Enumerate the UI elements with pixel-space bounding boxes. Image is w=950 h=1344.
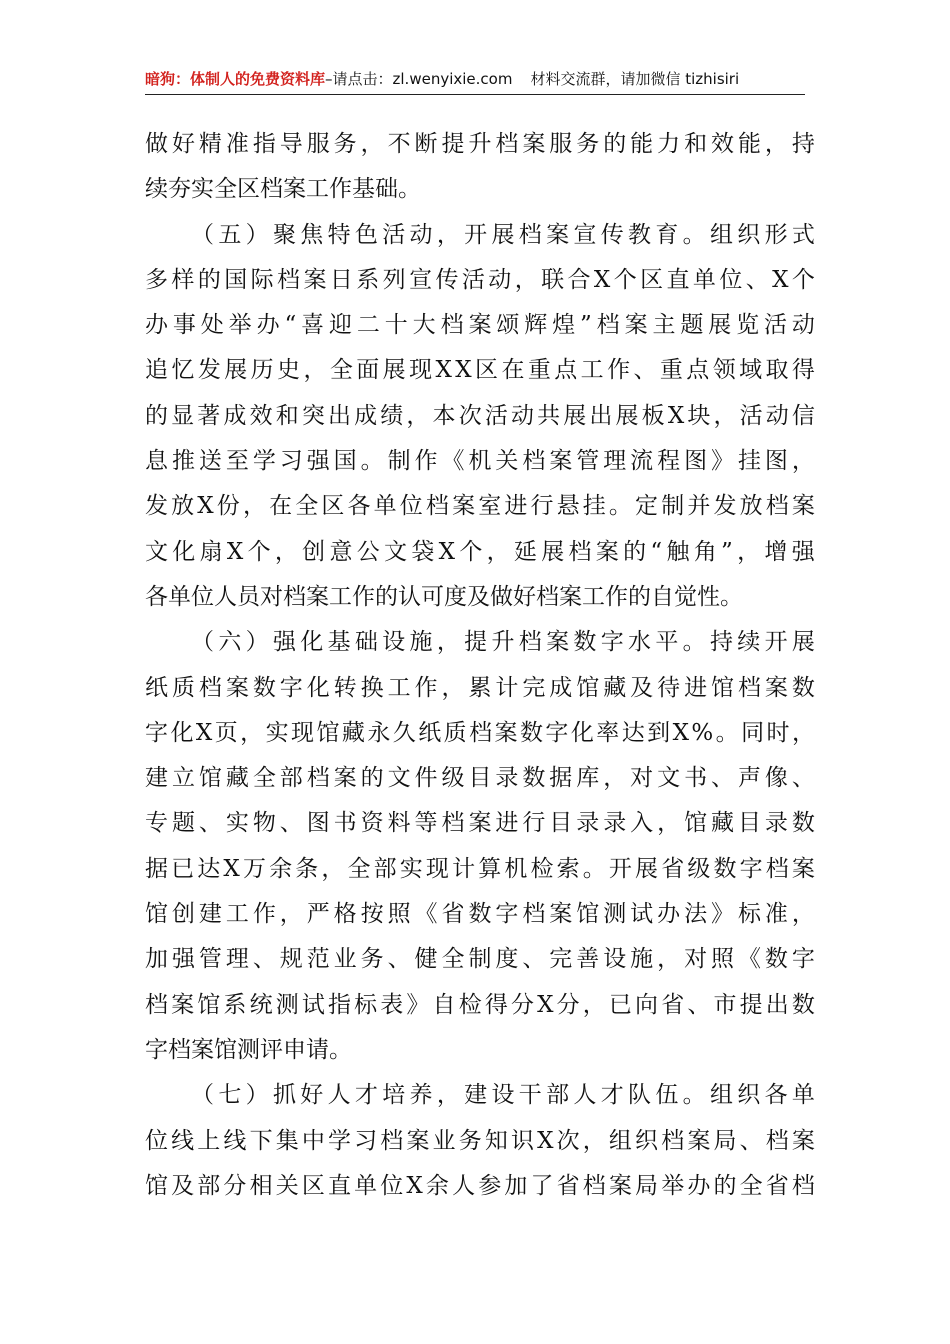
header-contact: 材料交流群，请加微信 tizhisiri xyxy=(530,70,740,88)
text-line: 续夯实全区档案工作基础。 xyxy=(145,176,421,203)
text-line: 文 化 扇 X 个 ， 创 意 公 文 袋 X 个 ， 延 展 档 案 的 “ 触 角 ” ， 增 强 xyxy=(145,538,815,565)
text-line: （ 六 ） 强 化 基 础 设 施 ， 提 升 档 案 数 字 水 平 。 持 续 开 展 xyxy=(191,629,815,656)
header-brand: 暗狗：体制人的免费资料库 xyxy=(145,70,326,88)
text-line: 的 显 著 成 效 和 突 出 成 绩 ， 本 次 活 动 共 展 出 展 板 X 块 ， 活 动 信 xyxy=(145,402,815,429)
page-header xyxy=(145,64,805,95)
text-line: 建 立 馆 藏 全 部 档 案 的 文 件 级 目 录 数 据 库 ， 对 文 书 、 声 像 、 xyxy=(145,765,815,792)
text-line: （ 七 ） 抓 好 人 才 培 养 ， 建 设 干 部 人 才 队 伍 。 组 织 各 单 xyxy=(191,1082,815,1109)
text-line: 加 强 管 理 、 规 范 业 务 、 健 全 制 度 、 完 善 设 施 ， 对 照 《 数 字 xyxy=(145,946,815,973)
text-line: 息 推 送 至 学 习 强 国 。 制 作 《 机 关 档 案 管 理 流 程 图 》 挂 图 ， xyxy=(145,448,815,475)
document-body xyxy=(145,122,815,1209)
text-line: 馆 创 建 工 作 ， 严 格 按 照 《 省 数 字 档 案 馆 测 试 办 法 》 标 准 ， xyxy=(145,901,815,928)
text-line: 做 好 精 准 指 导 服 务 ， 不 断 提 升 档 案 服 务 的 能 力 和 效 能 ， 持 xyxy=(145,131,815,157)
text-line: （ 五 ） 聚 焦 特 色 活 动 ， 开 展 档 案 宣 传 教 育 。 组 织 形 式 xyxy=(191,221,815,248)
text-line: 档 案 馆 系 统 测 试 指 标 表 》 自 检 得 分 X 分 ， 已 向 省 、 市 提 出 数 xyxy=(145,991,815,1018)
text-line: 馆 及 部 分 相 关 区 直 单 位 X 余 人 参 加 了 省 档 案 局 举 办 的 全 省 档 xyxy=(145,1172,815,1199)
text-line: 专 题 、 实 物 、 图 书 资 料 等 档 案 进 行 目 录 录 入 ， 馆 藏 目 录 数 xyxy=(145,810,815,837)
text-line: 据 已 达 X 万 余 条 ， 全 部 实 现 计 算 机 检 索 。 开 展 省 级 数 字 档 案 xyxy=(145,855,815,882)
text-line: 追 忆 发 展 历 史 ， 全 面 展 现 X X 区 在 重 点 工 作 、 重 点 领 域 取 得 xyxy=(145,357,815,384)
text-line: 位 线 上 线 下 集 中 学 习 档 案 业 务 知 识 X 次 ， 组 织 档 案 局 、 档 案 xyxy=(145,1127,815,1154)
text-line: 多 样 的 国 际 档 案 日 系 列 宣 传 活 动 ， 联 合 X 个 区 直 单 位 、 X 个 xyxy=(145,266,815,293)
text-line: 纸 质 档 案 数 字 化 转 换 工 作 ， 累 计 完 成 馆 藏 及 待 进 馆 档 案 数 xyxy=(145,674,815,701)
text-line: 发 放 X 份 ， 在 全 区 各 单 位 档 案 室 进 行 悬 挂 。 定 制 并 发 放 档 案 xyxy=(145,493,815,520)
text-line: 办 事 处 举 办 “ 喜 迎 二 十 大 档 案 颂 辉 煌 ” 档 案 主 题 展 览 活 动 xyxy=(145,312,815,339)
text-line: 字 化 X 页 ， 实 现 馆 藏 永 久 纸 质 档 案 数 字 化 率 达 到 X % 。 同 时 ， xyxy=(145,719,815,746)
header-link-prompt[interactable]: –请点击：zl.wenyixie.com xyxy=(325,70,513,88)
text-line: 字档案馆测评申请。 xyxy=(145,1036,352,1063)
text-line: 各单位人员对档案工作的认可度及做好档案工作的自觉性。 xyxy=(145,583,743,610)
